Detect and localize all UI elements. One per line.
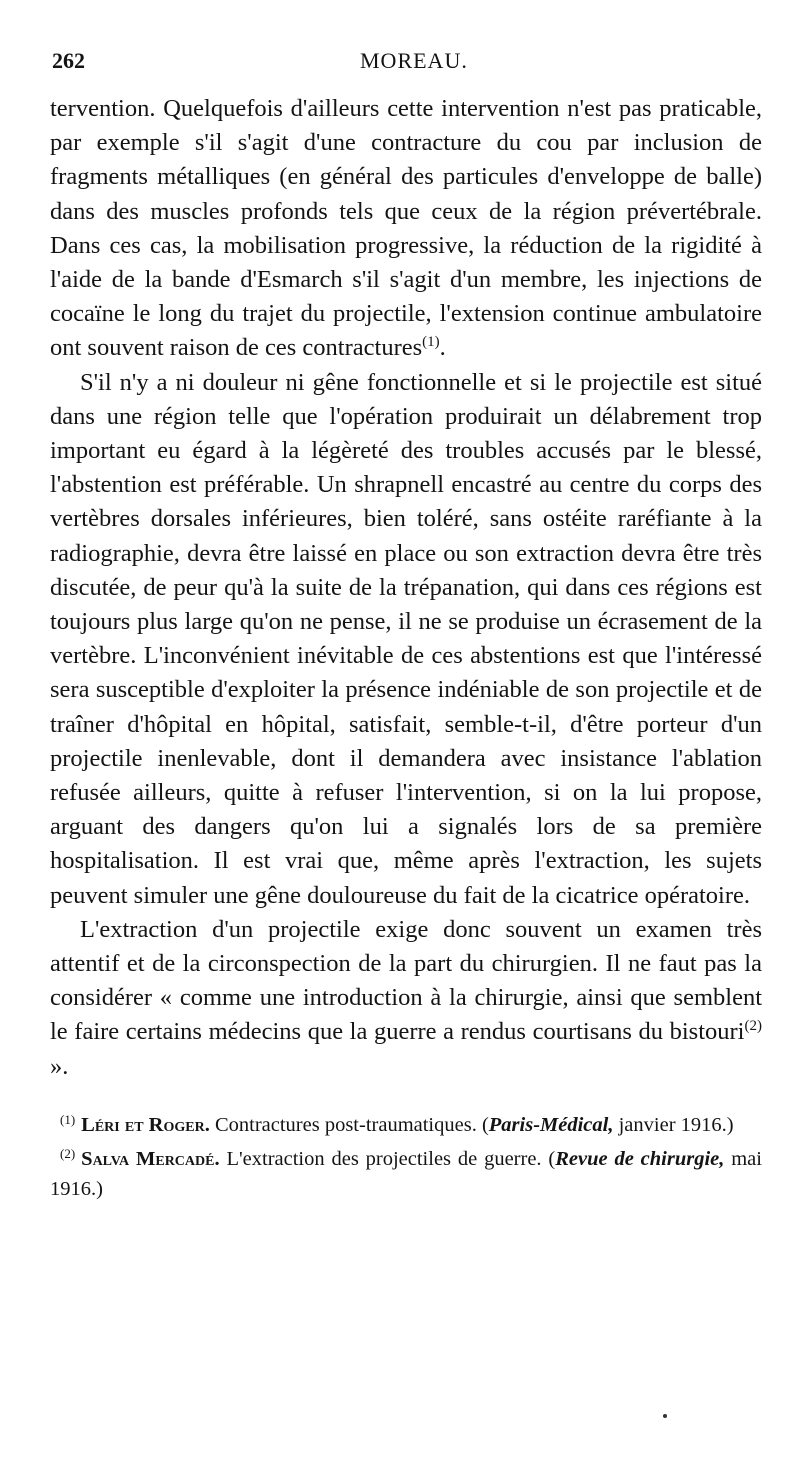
footnote-authors: Salva Mercadé. xyxy=(81,1147,220,1170)
footnotes xyxy=(50,1110,762,1204)
footnote-date: mai 1916.) xyxy=(50,1147,762,1200)
body-text xyxy=(50,92,762,1084)
footnote-2 xyxy=(50,1144,762,1204)
footnote-text: Contractures post-traumatiques. ( xyxy=(209,1113,489,1136)
paragraph-text: S'il n'y a ni douleur ni gêne fonctionnelle et si le projectile est situé dans une région telle que l'opération produirait un délabrement trop important eu égard à la légèreté des troubles accusés par le blessé, l'abstention est préférable. Un shrapnell encastré au centre du corps des vertèbres dorsales inférieures, bien toléré, sans ostéite raréfiante à la radiographie, devra être laissé en place ou son extraction devra être très discutée, de peur qu'à la suite de la trépanation, qui dans ces régions est toujours plus large qu'on ne pense, il ne se produise un écrasement de la vertèbre. L'inconvénient inévitable de ces abstentions est que l'intéressé sera susceptible d'exploiter la présence indéniable de son projectile et de traîner d'hôpital en hôpital, satisfait, semble-t-il, d'être porteur d'un projectile inenlevable, dont il demandera avec insistance l'ablation refusée ailleurs, quitte à refuser l'intervention, si on la lui propose, arguant des dangers qu'on lui a signalés lors de sa première hospitalisation. Il est vrai que, même après l'extraction, les sujets peuvent simuler une gêne douloureuse du fait de la cicatrice opératoire. xyxy=(50,368,762,909)
paragraph-1 xyxy=(50,92,762,366)
footnote-source: Revue de chirurgie, xyxy=(555,1147,725,1170)
book-page xyxy=(50,40,762,1208)
paragraph-text: tervention. Quelquefois d'ailleurs cette intervention n'est pas praticable, par exemple s'il s'agit d'une contracture du cou par inclusion de fragments métalliques (en général des particules d'enveloppe de balle) dans des muscles profonds tels que ceux de la région prévertébrale. Dans ces cas, la mobilisation progressive, la réduction de la rigidité à l'aide de la bande d'Esmarch s'il s'agit d'un membre, les injections de cocaïne le long du trajet du projectile, l'extension continue ambulatoire ont souvent raison de ces contractures xyxy=(50,95,762,362)
paragraph-3 xyxy=(50,913,762,1084)
footnote-source: Paris-Médical, xyxy=(488,1113,614,1136)
paragraph-tail: ». xyxy=(50,1052,69,1080)
ink-speck xyxy=(663,1414,667,1418)
footnote-date: janvier 1916.) xyxy=(613,1113,734,1136)
page-number: 262 xyxy=(52,48,85,73)
footnote-1 xyxy=(50,1110,762,1140)
footnote-mark: (2) xyxy=(60,1145,76,1161)
footnote-mark: (1) xyxy=(60,1111,76,1127)
page-header xyxy=(50,40,762,80)
footnote-ref-2: (2) xyxy=(744,1018,762,1035)
running-head: MOREAU. xyxy=(360,48,468,73)
paragraph-text: L'extraction d'un projectile exige donc souvent un examen très attentif et de la circonspection de la part du chirurgien. Il ne faut pas la considérer « comme une introduction à la chirurgie, ainsi que semblent le faire certains médecins que la guerre a rendus courtisans du bistouri xyxy=(50,915,762,1046)
footnote-authors: Léri et Roger. xyxy=(81,1113,210,1136)
footnote-ref-1: (1) xyxy=(422,334,440,351)
paragraph-2 xyxy=(50,366,762,913)
footnote-text: L'extraction des projectiles de guerre. ( xyxy=(219,1147,556,1170)
paragraph-tail: . xyxy=(439,334,446,362)
